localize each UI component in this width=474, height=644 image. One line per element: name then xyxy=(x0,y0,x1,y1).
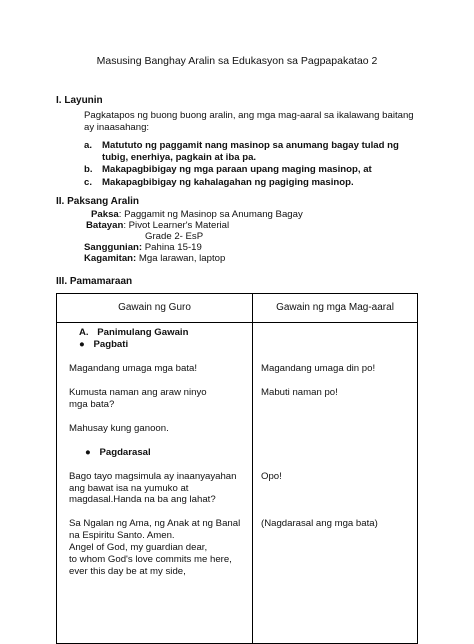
kagamitan-label: Kagamitan: xyxy=(84,253,137,264)
document-title: Masusing Banghay Aralin sa Edukasyon sa Pagpapakatao 2 xyxy=(96,55,378,67)
objective-a xyxy=(84,140,414,163)
objective-marker: c. xyxy=(84,177,93,189)
guro-line: ever this day be at my side, xyxy=(69,566,186,577)
mag-aaral-cell xyxy=(253,323,418,644)
sub-heading-a xyxy=(79,327,242,339)
heading-pamamaraan: III. Pamamaraan xyxy=(56,276,133,287)
objectives-list xyxy=(84,140,414,190)
sanggunian-label: Sanggunian: xyxy=(84,242,143,253)
paksa-value: : Paggamit ng Masinop sa Anumang Bagay xyxy=(118,209,303,220)
paksa-line xyxy=(91,209,303,221)
col-header-guro: Gawain ng Guro xyxy=(57,294,253,323)
kagamitan-value: Mga larawan, laptop xyxy=(136,253,226,264)
guro-line: Kumusta naman ang araw ninyo mga bata? xyxy=(69,387,207,410)
heading-layunin: I. Layunin xyxy=(56,95,103,106)
mag-aaral-line: (Nagdarasal ang mga bata) xyxy=(261,518,378,529)
sanggunian-value: Pahina 15-19 xyxy=(142,242,202,253)
heading-paksang-aralin: II. Paksang Aralin xyxy=(56,196,139,207)
kagamitan-line xyxy=(84,253,225,265)
pagdarasal-item xyxy=(85,447,242,459)
guro-cell xyxy=(57,323,253,644)
bullet-icon: ● xyxy=(85,447,91,458)
batayan-label: Batayan xyxy=(86,220,124,231)
guro-line: Angel of God, my guardian dear, xyxy=(69,542,208,553)
table-row xyxy=(57,323,418,644)
paksa-label: Paksa xyxy=(91,209,119,220)
table-header-row xyxy=(57,294,418,323)
guro-line: Bago tayo magsimula ay inaanyayahan ang bawat isa na yumuko at magdasal.Handa na ba ang lahat? xyxy=(69,471,237,506)
pagbati-item xyxy=(79,339,242,351)
col-header-mag-aaral: Gawain ng mga Mag-aaral xyxy=(253,294,418,323)
objective-c xyxy=(84,177,414,189)
sub-heading-marker: A. xyxy=(79,327,89,338)
pamamaraan-table xyxy=(56,293,418,644)
guro-line: Mahusay kung ganoon. xyxy=(69,423,169,434)
objective-b xyxy=(84,164,414,176)
guro-line: Sa Ngalan ng Ama, ng Anak at ng Banal na Espiritu Santo. Amen. xyxy=(69,518,241,541)
pagbati-label: Pagbati xyxy=(93,339,129,350)
pagdarasal-label: Pagdarasal xyxy=(99,447,151,458)
guro-line: Magandang umaga mga bata! xyxy=(69,363,198,374)
sub-heading-text: Panimulang Gawain xyxy=(97,327,189,338)
mag-aaral-line: Opo! xyxy=(261,471,282,482)
sanggunian-line xyxy=(84,242,202,254)
bullet-icon: ● xyxy=(79,339,85,350)
guro-line: to whom God's love commits me here, xyxy=(69,554,232,565)
objective-marker: a. xyxy=(84,140,93,151)
objective-marker: b. xyxy=(84,164,93,176)
batayan-line xyxy=(86,220,229,232)
batayan-grade: Grade 2- EsP xyxy=(145,231,204,242)
objective-text: Makapagbibigay ng mga paraan upang maging masinop, at xyxy=(102,164,372,176)
mag-aaral-line: Mabuti naman po! xyxy=(261,387,338,398)
layunin-intro: Pagkatapos ng buong buong aralin, ang mga mag-aaral sa ikalawang baitang ay inaasahang: xyxy=(84,110,414,133)
objective-text: Makapagbibigay ng kahalagahan ng pagiging masinop. xyxy=(102,177,354,189)
objective-text: Matututo ng paggamit nang masinop sa anumang bagay tulad ng tubig, enerhiya, pagkain at iba pa. xyxy=(102,140,399,163)
mag-aaral-line: Magandang umaga din po! xyxy=(261,363,376,374)
batayan-value: : Pivot Learner's Material xyxy=(123,220,230,231)
